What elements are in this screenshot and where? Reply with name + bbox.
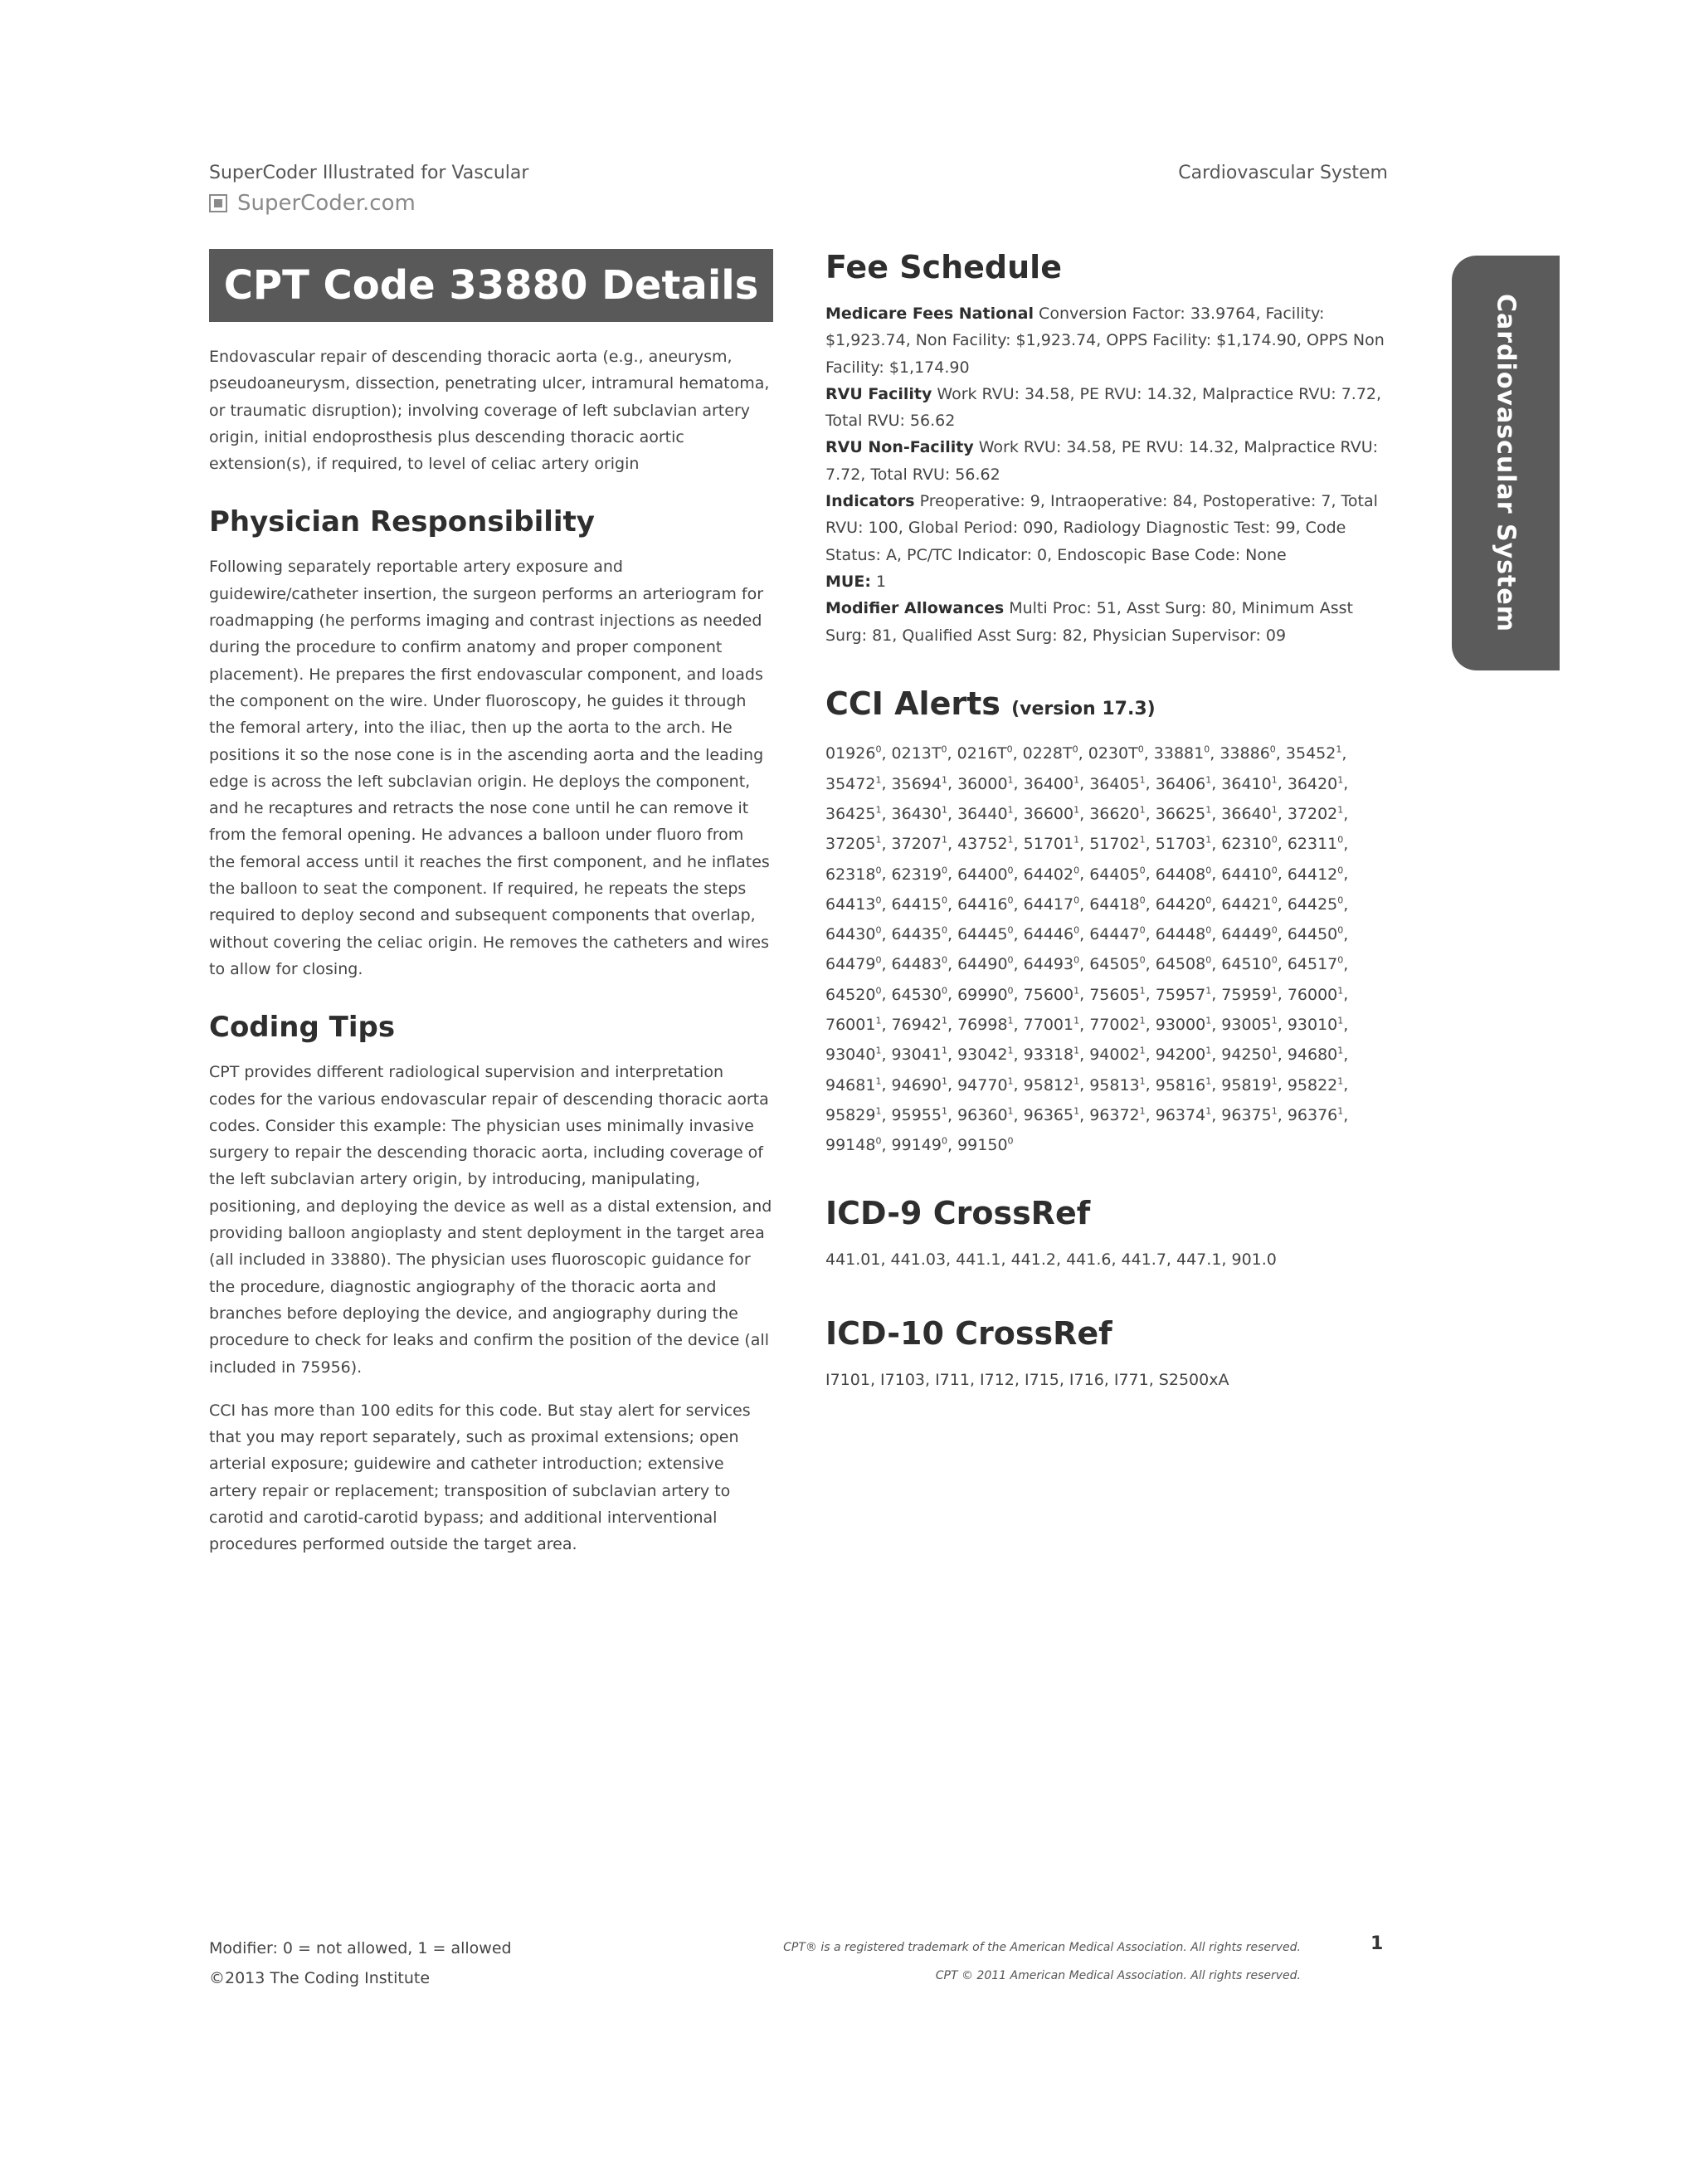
cci-code: 93041$^1$: [891, 1046, 947, 1065]
cci-modifier: 0: [1137, 743, 1144, 755]
fee-rvu-non-facility: [825, 434, 1398, 488]
side-tab-label: Cardiovascular System: [1491, 294, 1521, 632]
cci-code: $0216T^0$: [957, 743, 1013, 763]
cci-code: 43752$^1$: [957, 834, 1014, 854]
cci-modifier: 0: [1073, 895, 1080, 906]
cci-modifier: 1: [1073, 804, 1080, 816]
supercoder-logo-icon: [209, 194, 227, 212]
cci-modifier: 0: [1205, 865, 1212, 876]
cci-code: 96372$^1$: [1089, 1105, 1146, 1125]
cci-modifier: 1: [1139, 804, 1146, 816]
cci-code: 51701$^1$: [1023, 834, 1080, 854]
cci-modifier: 0: [942, 895, 947, 906]
cci-modifier: 1: [1205, 1075, 1212, 1087]
cci-code: 64508$^0$: [1155, 955, 1212, 974]
cci-modifier: 1: [1007, 1075, 1014, 1087]
cci-modifier: 0: [875, 743, 882, 755]
cci-modifier: 1: [875, 1105, 882, 1117]
cci-modifier: 0: [1205, 895, 1212, 906]
fee-national-text: Conversion Factor: 33.9764, Facility: $1,923.74, Non Facility: $1,923.74, OPPS Facility: $1,174.90, OPPS Non Facility: $1,174.90: [825, 305, 1385, 377]
cci-modifier: 1: [1007, 1105, 1014, 1117]
cci-modifier: 1: [875, 1075, 882, 1087]
cci-code: 64410$^0$: [1221, 865, 1278, 884]
physician-heading: Physician Responsibility: [209, 505, 595, 539]
cci-code: 51702$^1$: [1089, 834, 1146, 854]
cci-modifier: 0: [1271, 924, 1278, 936]
cci-code: 64430$^0$: [825, 924, 882, 944]
icd9-codes: 441.01, 441.03, 441.1, 441.2, 441.6, 441.7, 447.1, 901.0: [825, 1250, 1277, 1270]
cci-modifier: 0: [942, 985, 947, 997]
cci-code: 95822$^1$: [1287, 1075, 1344, 1094]
cci-modifier: 0: [1205, 955, 1212, 967]
cci-code: 94770$^1$: [957, 1075, 1014, 1094]
copyright: ©2013 The Coding Institute: [209, 1969, 431, 1987]
icd10-heading: ICD-10 CrossRef: [825, 1314, 1112, 1352]
cci-modifier: 1: [1073, 774, 1080, 786]
cci-code: 64483$^0$: [891, 955, 947, 974]
cci-code: 76001$^1$: [825, 1015, 882, 1035]
cci-modifier: 1: [1007, 834, 1014, 846]
cci-code: 64408$^0$: [1155, 865, 1212, 884]
cci-modifier: 1: [1073, 834, 1080, 846]
section-side-tab: [1452, 256, 1560, 670]
footer-trademark: [783, 1933, 1301, 1990]
cci-modifier: 0: [1006, 743, 1013, 755]
cci-code: 64493$^0$: [1023, 955, 1080, 974]
cci-modifier: 0: [875, 865, 882, 876]
cci-modifier: 1: [1139, 1105, 1146, 1117]
cci-modifier: 1: [942, 1075, 947, 1087]
cci-modifier: 0: [1271, 865, 1278, 876]
cci-modifier: 0: [1073, 924, 1080, 936]
cci-modifier: 1: [1139, 985, 1146, 997]
cci-modifier: 0: [1007, 895, 1014, 906]
fee-modifier: [825, 595, 1398, 649]
cci-code: 75600$^1$: [1023, 985, 1080, 1004]
cci-code: 51703$^1$: [1155, 834, 1212, 854]
cci-code: 62311$^0$: [1287, 834, 1344, 854]
cci-code: 96376$^1$: [1287, 1105, 1344, 1125]
cci-code: $0213T^0$: [891, 743, 947, 763]
cci-modifier: 1: [1139, 1015, 1146, 1026]
cci-code: 36410$^1$: [1221, 774, 1278, 793]
cci-modifier: 0: [1139, 924, 1146, 936]
cci-modifier: 1: [1205, 1046, 1212, 1057]
rvu-facility-text: Work RVU: 34.58, PE RVU: 14.32, Malpractice RVU: 7.72, Total RVU: 56.62: [825, 384, 1382, 431]
cci-modifier: 1: [1205, 1105, 1212, 1117]
cci-modifier: 1: [1337, 774, 1344, 786]
cci-modifier: 1: [1139, 1046, 1146, 1057]
cci-modifier: 1: [875, 774, 882, 786]
cci-code: 37207$^1$: [891, 834, 947, 854]
cci-modifier: 1: [1073, 1015, 1080, 1026]
cci-code: 64400$^0$: [957, 865, 1014, 884]
cci-code: 36430$^1$: [891, 804, 947, 823]
cci-modifier: 1: [1073, 1046, 1080, 1057]
cci-modifier: 1: [1271, 1105, 1278, 1117]
cci-heading-text: CCI Alerts: [825, 685, 1000, 722]
cci-code: 37205$^1$: [825, 834, 882, 854]
cci-code: 64517$^0$: [1287, 955, 1344, 974]
cci-code: 75957$^1$: [1155, 985, 1212, 1004]
cci-code: 36405$^1$: [1089, 774, 1146, 793]
coding-tips-text-2: CCI has more than 100 edits for this code. But stay alert for services that you may report separately, such as proximal extensions; open arterial exposure; guidewire and catheter introduction; extensive artery repair or replacement; transposition of subclavian artery to carotid and carotid-carotid bypass; and additional interventional procedures performed outside the target area.: [209, 1401, 751, 1554]
cci-modifier: 0: [942, 924, 947, 936]
header-right-title: Cardiovascular System: [1178, 163, 1388, 183]
cci-modifier: 0: [1337, 955, 1344, 967]
cci-modifier: 1: [1271, 1075, 1278, 1087]
cci-code: 36420$^1$: [1287, 774, 1344, 793]
mue-text: 1: [875, 572, 887, 591]
cci-code: 77002$^1$: [1089, 1015, 1146, 1035]
cci-modifier: 1: [1007, 1046, 1014, 1057]
physician-text: Following separately reportable artery exposure and guidewire/catheter insertion, the surgeon performs an arteriogram for roadmapping (he performs imaging and contrast injections as needed during the procedure to confirm anatomy and proper component placement). He prepares the first endovascular component, and loads the component on the wire. Under fluoroscopy, he guides it through the femoral artery, into the iliac, then up the aorta to the arch. He positions it so the nose cone is in the ascending aorta and the leading edge is across the left subclavian origin. He deploys the component, and he recaptures and retracts the nose cone until he can remove it from the femoral opening. He advances a balloon under fluoro from the femoral access until it reaches the first component, and he inflates the balloon to seat the component. If required, he repeats the steps required to deploy second and subsequent components that overlap, without covering the celiac origin. He removes the catheters and wires to allow for closing.: [209, 558, 770, 978]
cci-modifier: 1: [1337, 1105, 1344, 1117]
fee-schedule: [825, 300, 1398, 649]
cci-modifier: 0: [1271, 834, 1278, 846]
right-column: [825, 249, 1398, 1410]
cci-code: 36400$^1$: [1023, 774, 1080, 793]
cci-modifier: 1: [942, 804, 947, 816]
mue-label: MUE:: [825, 572, 871, 591]
cci-code: 33886$^0$: [1219, 743, 1276, 763]
cci-modifier: 1: [1073, 1105, 1080, 1117]
cci-modifier: 0: [1337, 834, 1344, 846]
cci-code: 94200$^1$: [1155, 1046, 1212, 1065]
cci-modifier: 1: [875, 834, 882, 846]
cci-code: 93005$^1$: [1221, 1015, 1278, 1035]
cci-modifier: 1: [1205, 774, 1212, 786]
cci-alerts-heading: [825, 685, 1398, 722]
cci-code: 94681$^1$: [825, 1075, 882, 1094]
cci-modifier: 1: [875, 804, 882, 816]
supercoder-logo: [209, 191, 416, 216]
cci-code: 93010$^1$: [1287, 1015, 1344, 1035]
cci-modifier: 1: [1139, 834, 1146, 846]
cci-code: 95816$^1$: [1155, 1075, 1212, 1094]
trademark-line-2: CPT © 2011 American Medical Association. All rights reserved.: [935, 1969, 1301, 1982]
cci-modifier: 1: [1337, 1046, 1344, 1057]
cci-code: 33881$^0$: [1153, 743, 1210, 763]
cci-code: 37202$^1$: [1287, 804, 1344, 823]
cci-code: 64510$^0$: [1221, 955, 1278, 974]
cci-code: 93318$^1$: [1023, 1046, 1080, 1065]
cci-modifier: 0: [1007, 1136, 1014, 1148]
code-description: Endovascular repair of descending thoracic aorta (e.g., aneurysm, pseudoaneurysm, dissection, penetrating ulcer, intramural hematoma, or traumatic disruption); involving coverage of left subclavian artery origin, initial endoprosthesis plus descending thoracic aortic extension(s), if required, to level of celiac artery origin: [209, 348, 770, 474]
cci-code: 64490$^0$: [957, 955, 1014, 974]
cci-code: 36625$^1$: [1155, 804, 1212, 823]
cci-code: 95813$^1$: [1089, 1075, 1146, 1094]
cci-code: 36000$^1$: [957, 774, 1014, 793]
cci-modifier: 0: [875, 924, 882, 936]
cci-code: 64425$^0$: [1287, 895, 1344, 914]
cci-code: 64505$^0$: [1089, 955, 1146, 974]
coding-tips-text-1: CPT provides different radiological supervision and interpretation codes for the various endovascular repair of descending thoracic aorta codes. Consider this example: The physician uses minimally invasive surgery to repair the descending thoracic aorta, including coverage of the left subclavian artery origin, by introducing, manipulating, positioning, and deploying the device as well as a distal extension, and providing balloon angioplasty and stent deployment in the target area (all included in 33880). The physician uses fluoroscopic guidance for the procedure, diagnostic angiography of the thoracic aorta and branches before deploying the device, and angiography during the procedure to check for leaks and confirm the position of the device (all included in 75956).: [209, 1063, 772, 1377]
cci-modifier: 0: [1139, 865, 1146, 876]
cci-code: 64418$^0$: [1089, 895, 1146, 914]
cci-modifier: 1: [1271, 1046, 1278, 1057]
cci-code: 36620$^1$: [1089, 804, 1146, 823]
cci-modifier: 1: [1205, 985, 1212, 997]
cci-code: 36600$^1$: [1023, 804, 1080, 823]
cci-code: 35694$^1$: [891, 774, 947, 793]
cci-modifier: 1: [1271, 985, 1278, 997]
cci-version: (version 17.3): [1011, 698, 1156, 719]
cci-modifier: 1: [942, 834, 947, 846]
cci-modifier: 0: [1204, 743, 1210, 755]
cci-modifier: 0: [875, 955, 882, 967]
cci-code: 64530$^0$: [891, 985, 947, 1004]
rvu-non-facility-label: RVU Non-Facility: [825, 438, 974, 457]
cci-modifier: 0: [875, 1136, 882, 1148]
cci-code: 64446$^0$: [1023, 924, 1080, 944]
cci-code: 64450$^0$: [1287, 924, 1344, 944]
cci-code: 96375$^1$: [1221, 1105, 1278, 1125]
cci-code: 95829$^1$: [825, 1105, 882, 1125]
cci-code: 64416$^0$: [957, 895, 1014, 914]
cci-modifier: 1: [1271, 1015, 1278, 1026]
cci-modifier: 0: [1007, 865, 1014, 876]
page-number: 1: [1370, 1933, 1384, 1954]
cci-modifier: 0: [1337, 924, 1344, 936]
cci-code: 94002$^1$: [1089, 1046, 1146, 1065]
cci-modifier: 1: [1007, 1015, 1014, 1026]
logo-text: SuperCoder.com: [237, 191, 416, 216]
cci-code: 64447$^0$: [1089, 924, 1146, 944]
cci-modifier: 1: [1205, 1015, 1212, 1026]
fee-indicators: [825, 488, 1398, 568]
cci-code: 64417$^0$: [1023, 895, 1080, 914]
cci-modifier: 1: [1205, 834, 1212, 846]
cci-code: 64520$^0$: [825, 985, 882, 1004]
cci-code: 93000$^1$: [1155, 1015, 1212, 1035]
cci-code: 96360$^1$: [957, 1105, 1014, 1125]
cci-code: 69990$^0$: [957, 985, 1014, 1004]
cci-modifier: 0: [1337, 865, 1344, 876]
cci-modifier: 1: [1139, 774, 1146, 786]
header-left-title: SuperCoder Illustrated for Vascular: [209, 163, 529, 183]
trademark-line-1: CPT® is a registered trademark of the American Medical Association. All rights reserved.: [783, 1941, 1301, 1954]
cci-modifier: 0: [1271, 895, 1278, 906]
cci-code: 35472$^1$: [825, 774, 882, 793]
cci-code: 96365$^1$: [1023, 1105, 1080, 1125]
fee-schedule-heading: Fee Schedule: [825, 249, 1062, 285]
cci-modifier: 1: [1337, 804, 1344, 816]
cci-code: 36440$^1$: [957, 804, 1014, 823]
cci-modifier: 0: [1073, 865, 1080, 876]
cci-modifier: 0: [1205, 924, 1212, 936]
cci-modifier: 1: [1007, 774, 1014, 786]
cci-code: 64413$^0$: [825, 895, 882, 914]
cci-modifier: 0: [875, 895, 882, 906]
modifier-note: Modifier: 0 = not allowed, 1 = allowed: [209, 1939, 512, 1957]
indicators-label: Indicators: [825, 492, 915, 511]
cci-modifier: 1: [1073, 1075, 1080, 1087]
cci-modifier: 0: [1007, 985, 1014, 997]
cci-code: 64449$^0$: [1221, 924, 1278, 944]
cci-modifier: 0: [1073, 955, 1080, 967]
icd9-heading: ICD-9 CrossRef: [825, 1195, 1091, 1232]
cci-code: $0230T^0$: [1088, 743, 1144, 763]
fee-mue: [825, 568, 1398, 595]
cci-code: 99150$^0$: [957, 1136, 1014, 1155]
cci-code: 76942$^1$: [891, 1015, 947, 1035]
cci-code: 36406$^1$: [1155, 774, 1212, 793]
cci-code: 95819$^1$: [1221, 1075, 1278, 1094]
cci-code: 01926$^0$: [825, 743, 882, 763]
cci-code: 62319$^0$: [891, 865, 947, 884]
cci-modifier: 1: [1337, 985, 1344, 997]
cci-modifier: 1: [1271, 774, 1278, 786]
cci-modifier: 0: [1271, 955, 1278, 967]
cci-modifier: 1: [942, 1046, 947, 1057]
code-title: CPT Code 33880 Details: [209, 249, 773, 322]
cci-modifier: 1: [1007, 804, 1014, 816]
cci-code: 94690$^1$: [891, 1075, 947, 1094]
cci-modifier: 1: [1336, 743, 1342, 755]
cci-code: 96374$^1$: [1155, 1105, 1212, 1125]
cci-modifier: 1: [942, 774, 947, 786]
left-column: [209, 249, 773, 1575]
cci-code: 64420$^0$: [1155, 895, 1212, 914]
cci-code: 64405$^0$: [1089, 865, 1146, 884]
cci-code: 64402$^0$: [1023, 865, 1080, 884]
cci-code: 94680$^1$: [1287, 1046, 1344, 1065]
cci-code: 62318$^0$: [825, 865, 882, 884]
cci-code: 95955$^1$: [891, 1105, 947, 1125]
modifier-label: Modifier Allowances: [825, 599, 1005, 618]
cci-code: 94250$^1$: [1221, 1046, 1278, 1065]
indicators-text: Preoperative: 9, Intraoperative: 84, Postoperative: 7, Total RVU: 100, Global Period: 090, Radiology Diagnostic Test: 99, Code Status: A, PC/TC Indicator: 0, Endoscopic Base Code: None: [825, 492, 1378, 564]
cci-modifier: 1: [1337, 1015, 1344, 1026]
cci-modifier: 0: [942, 1136, 947, 1148]
cci-alert-list: 01926$^0$, $0213T^0$, $0216T^0$, $0228T^0$, $0230T^0$, 33881$^0$, 33886$^0$, 35452$^1$, 35472$^1$, 35694$^1$, 36000$^1$, 36400$^1$, 36405$^1$, 36406$^1$, 36410$^1$, 36420$^1$, 36425$^1$, 36430$^1$, 36440$^1$, 36600$^1$, 36620$^1$, 36625$^1$, 36640$^1$, 37202$^1$, 37205$^1$, 37207$^1$, 43752$^1$, 51701$^1$, 51702$^1$, 51703$^1$, 62310$^0$, 62311$^0$, 62318$^0$, 62319$^0$, 64400$^0$, 64402$^0$, 64405$^0$, 64408$^0$, 64410$^0$, 64412$^0$, 64413$^0$, 64415$^0$, 64416$^0$, 64417$^0$, 64418$^0$, 64420$^0$, 64421$^0$, 64425$^0$, 64430$^0$, 64435$^0$, 64445$^0$, 64446$^0$, 64447$^0$, 64448$^0$, 64449$^0$, 64450$^0$, 64479$^0$, 64483$^0$, 64490$^0$, 64493$^0$, 64505$^0$, 64508$^0$, 64510$^0$, 64517$^0$, 64520$^0$, 64530$^0$, 69990$^0$, 75600$^1$, 75605$^1$, 75957$^1$, 75959$^1$, 76000$^1$, 76001$^1$, 76942$^1$, 76998$^1$, 77001$^1$, 77002$^1$, 93000$^1$, 93005$^1$, 93010$^1$, 93040$^1$, 93041$^1$, 93042$^1$, 93318$^1$, 94002$^1$, 94200$^1$, 94250$^1$, 94680$^1$, 94681$^1$, 94690$^1$, 94770$^1$, 95812$^1$, 95813$^1$, 95816$^1$, 95819$^1$, 95822$^1$, 95829$^1$, 95955$^1$, 96360$^1$, 96365$^1$, 96372$^1$, 96374$^1$, 96375$^1$, 96376$^1$, 99148$^0$, 99149$^0$, 99150$^0$: [825, 743, 1349, 1155]
cci-code: 64421$^0$: [1221, 895, 1278, 914]
cci-code: 95812$^1$: [1023, 1075, 1080, 1094]
cci-code: 64448$^0$: [1155, 924, 1212, 944]
cci-modifier: 1: [1205, 804, 1212, 816]
cci-modifier: 0: [1139, 955, 1146, 967]
cci-code: 93040$^1$: [825, 1046, 882, 1065]
cci-modifier: 1: [1271, 804, 1278, 816]
cci-code: 75605$^1$: [1089, 985, 1146, 1004]
cci-code: $0228T^0$: [1022, 743, 1078, 763]
cci-modifier: 0: [942, 865, 947, 876]
footer-left: [209, 1933, 512, 1993]
cci-modifier: 1: [1337, 1075, 1344, 1087]
fee-national-label: Medicare Fees National: [825, 305, 1034, 323]
fee-national: [825, 300, 1398, 381]
cci-code: 36640$^1$: [1221, 804, 1278, 823]
cci-code: 99149$^0$: [891, 1136, 947, 1155]
cci-code: 75959$^1$: [1221, 985, 1278, 1004]
cci-modifier: 1: [942, 1105, 947, 1117]
cci-modifier: 0: [1269, 743, 1276, 755]
cci-modifier: 1: [1139, 1075, 1146, 1087]
cci-modifier: 0: [1139, 895, 1146, 906]
rvu-facility-label: RVU Facility: [825, 384, 932, 403]
cci-code: 76000$^1$: [1287, 985, 1344, 1004]
cci-code: 62310$^0$: [1221, 834, 1278, 854]
cci-modifier: 1: [875, 1015, 882, 1026]
cci-code: 93042$^1$: [957, 1046, 1014, 1065]
cci-modifier: 1: [875, 1046, 882, 1057]
cci-code: 64412$^0$: [1287, 865, 1344, 884]
cci-modifier: 0: [1007, 955, 1014, 967]
modifier-text: Multi Proc: 51, Asst Surg: 80, Minimum Asst Surg: 81, Qualified Asst Surg: 82, Physician Supervisor: 09: [825, 599, 1353, 645]
coding-tips-heading: Coding Tips: [209, 1011, 396, 1045]
cci-code: 64445$^0$: [957, 924, 1014, 944]
cci-modifier: 0: [875, 985, 882, 997]
icd10-codes: I7101, I7103, I711, I712, I715, I716, I771, S2500xA: [825, 1370, 1229, 1389]
cci-code: 64415$^0$: [891, 895, 947, 914]
fee-rvu-facility: [825, 381, 1398, 435]
cci-modifier: 0: [942, 955, 947, 967]
cci-modifier: 0: [1007, 924, 1014, 936]
cci-code: 64435$^0$: [891, 924, 947, 944]
cci-code: 64479$^0$: [825, 955, 882, 974]
cci-modifier: 1: [942, 1015, 947, 1026]
rvu-non-facility-text: Work RVU: 34.58, PE RVU: 14.32, Malpractice RVU: 7.72, Total RVU: 56.62: [825, 438, 1379, 484]
cci-code: 35452$^1$: [1285, 743, 1342, 763]
cci-code: 77001$^1$: [1023, 1015, 1080, 1035]
cci-modifier: 0: [1072, 743, 1078, 755]
cci-code: 99148$^0$: [825, 1136, 882, 1155]
cci-modifier: 0: [1337, 895, 1344, 906]
cci-modifier: 0: [941, 743, 947, 755]
cci-code: 36425$^1$: [825, 804, 882, 823]
cci-modifier: 1: [1073, 985, 1080, 997]
cci-code: 76998$^1$: [957, 1015, 1014, 1035]
